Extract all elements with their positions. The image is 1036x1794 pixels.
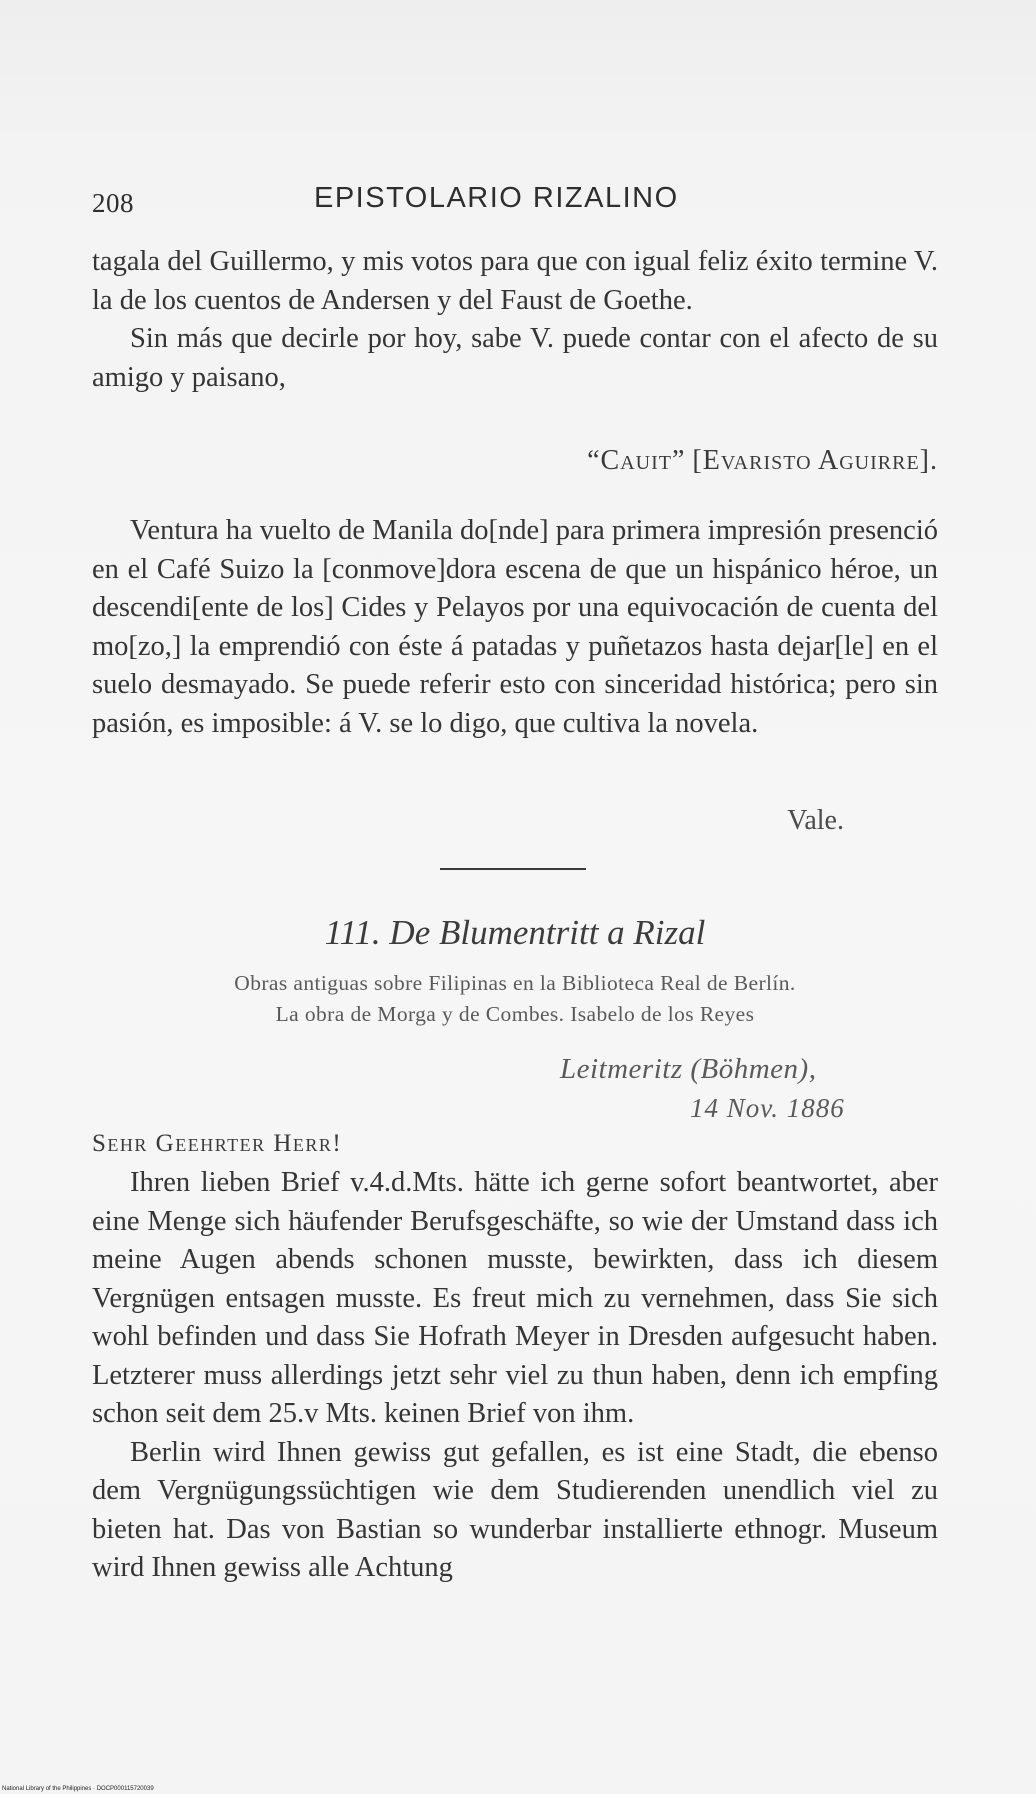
signature-nickname: “Cauit” bbox=[587, 445, 686, 476]
library-credit: National Library of the Philippines · DOCP000115720039 bbox=[2, 1786, 154, 1792]
signature bbox=[92, 445, 938, 477]
page-header bbox=[92, 182, 938, 226]
letter-two-body bbox=[92, 1164, 938, 1588]
signature-name: [Evaristo Aguirre]. bbox=[692, 445, 938, 476]
postscript-paragraph: Ventura ha vuelto de Manila do[nde] para primera impresión presenció en el Café Suizo la [conmove]dora escena de que un hispánico héroe, un descendi[ente de los] Cides y Pelayos por una equivocación de cuenta del mo[zo,] la emprendió con éste á patadas y puñetazos hasta dejar[le] en el suelo desmayado. Se puede referir esto con sinceridad histórica; pero sin pasión, es imposible: á V. se lo digo, que cultiva la novela. bbox=[92, 515, 938, 739]
letter-place: Leitmeritz (Böhmen), bbox=[560, 1053, 817, 1085]
running-title: EPISTOLARIO RIZALINO bbox=[314, 182, 679, 214]
summary-line-2: La obra de Morga y de Combes. Isabelo de los Reyes bbox=[275, 1002, 755, 1026]
letter-date: 14 Nov. 1886 bbox=[690, 1093, 845, 1123]
closing-vale: Vale. bbox=[787, 805, 844, 836]
section-divider bbox=[440, 868, 586, 870]
letter-one-body bbox=[92, 243, 938, 397]
letter-two-paragraph-1: Ihren lieben Brief v.4.d.Mts. hätte ich gerne sofort beantwortet, aber eine Menge sich häufender Berufsgeschäfte, so wie der Umstand dass ich meine Augen abends schonen musste, bewirkten, dass ich diesem Vergnügen entsagen musste. Es freut mich zu vernehmen, dass Sie sich wohl befinden und dass Sie Hofrath Meyer in Dresden aufgesucht haben. Letzterer muss allerdings jetzt sehr viel zu thun haben, denn ich empfing schon seit dem 25.v Mts. keinen Brief von ihm. bbox=[92, 1167, 938, 1429]
postscript-body bbox=[92, 512, 938, 743]
letter-one-paragraph-2: Sin más que decirle por hoy, sabe V. puede contar con el afecto de su amigo y paisano, bbox=[92, 323, 938, 393]
salutation: Sehr Geehrter Herr! bbox=[92, 1130, 343, 1157]
letter-two-summary bbox=[92, 968, 938, 1030]
page-number: 208 bbox=[92, 188, 134, 218]
summary-line-1: Obras antiguas sobre Filipinas en la Biblioteca Real de Berlín. bbox=[234, 971, 796, 995]
letter-two-title: 111. De Blumentritt a Rizal bbox=[324, 913, 706, 952]
letter-two-paragraph-2: Berlin wird Ihnen gewiss gut gefallen, es ist eine Stadt, die ebenso dem Vergnügungssüchtigen wie dem Studierenden unendlich viel zu bieten hat. Das von Bastian so wunderbar installierte ethnogr. Museum wird Ihnen gewiss alle Achtung bbox=[92, 1436, 938, 1583]
letter-one-paragraph-1: tagala del Guillermo, y mis votos para que con igual feliz éxito termine V. la de los cuentos de Andersen y del Faust de Goethe. bbox=[92, 246, 938, 316]
